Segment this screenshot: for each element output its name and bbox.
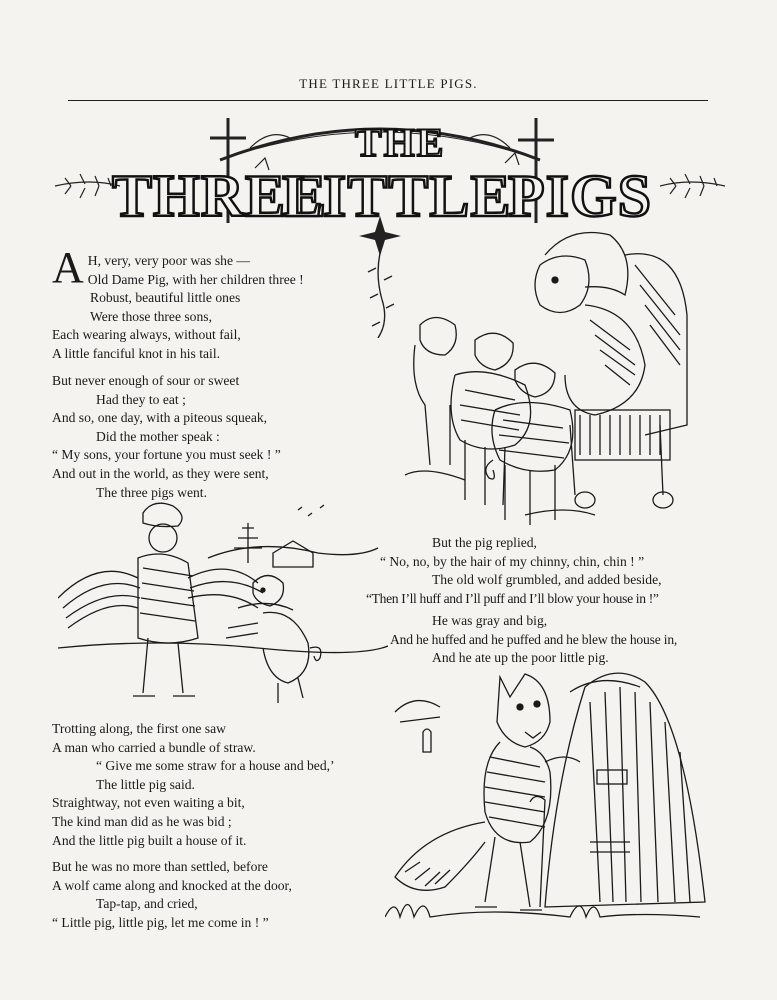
verse-line: And he huffed and he puffed and he blew the house in,: [390, 631, 678, 647]
verse-line: H, very, very poor was she —: [87, 253, 250, 268]
verse-line: The kind man did as he was bid ;: [52, 813, 232, 829]
title-word-the: THE: [355, 120, 446, 165]
title-word-pigs: PIGS: [508, 163, 653, 229]
verse-line: Robust, beautiful little ones: [90, 290, 241, 306]
illustration-wolf: [385, 662, 710, 930]
verse-line: But never enough of sour or sweet: [52, 373, 240, 388]
title-word-little: LITTLE: [282, 163, 512, 229]
running-head: THE THREE LITTLE PIGS.: [299, 76, 478, 91]
verse-line: But he was no more than settled, before: [52, 859, 268, 874]
stanza-6: [366, 612, 726, 668]
verse-line: The old wolf grumbled, and added beside,: [432, 572, 662, 588]
verse-line: And he ate up the poor little pig.: [432, 650, 609, 666]
drop-cap: A: [52, 243, 84, 292]
verse-line: Old Dame Pig, with her children three !: [87, 271, 304, 287]
illustration-mother-pig: [395, 225, 695, 530]
verse-line: And the little pig built a house of it.: [52, 832, 247, 848]
stanza-4: [52, 858, 382, 932]
verse-line: “Then I’ll huff and I’ll puff and I’ll blow your house in !”: [366, 590, 659, 606]
verse-line: But the pig replied,: [432, 535, 537, 550]
stanza-1: [52, 243, 372, 364]
verse-line: Each wearing always, without fail,: [52, 327, 241, 343]
stanza-2: [52, 372, 372, 502]
verse-line: Had they to eat ;: [96, 391, 186, 407]
verse-line: Straightway, not even waiting a bit,: [52, 795, 245, 811]
verse-line: “ My sons, your fortune you must seek ! ”: [52, 447, 281, 463]
verse-line: “ Give me some straw for a house and bed,’: [96, 758, 335, 774]
verse-line: A man who carried a bundle of straw.: [52, 739, 256, 755]
verse-line: He was gray and big,: [432, 613, 548, 628]
verse-line: Tap-tap, and cried,: [96, 896, 198, 912]
stanza-3: [52, 720, 382, 850]
illustration-straw-man: [58, 498, 388, 713]
verse-line: The little pig said.: [96, 776, 195, 792]
verse-line: A little fanciful knot in his tail.: [52, 345, 221, 361]
verse-line: And so, one day, with a piteous squeak,: [52, 410, 268, 426]
verse-line: Trotting along, the first one saw: [52, 721, 226, 736]
verse-line: Did the mother speak :: [96, 428, 220, 444]
header-rule: [68, 100, 708, 101]
title-word-three: THREE: [112, 163, 328, 229]
verse-line: Were those three sons,: [90, 308, 212, 324]
verse-line: “ Little pig, little pig, let me come in ! ”: [52, 914, 269, 930]
stanza-5: [366, 534, 726, 608]
verse-line: And out in the world, as they were sent,: [52, 465, 269, 481]
verse-line: The three pigs went.: [96, 484, 207, 500]
verse-line: “ No, no, by the hair of my chinny, chin, chin ! ”: [380, 553, 645, 569]
verse-line: A wolf came along and knocked at the door,: [52, 877, 292, 893]
